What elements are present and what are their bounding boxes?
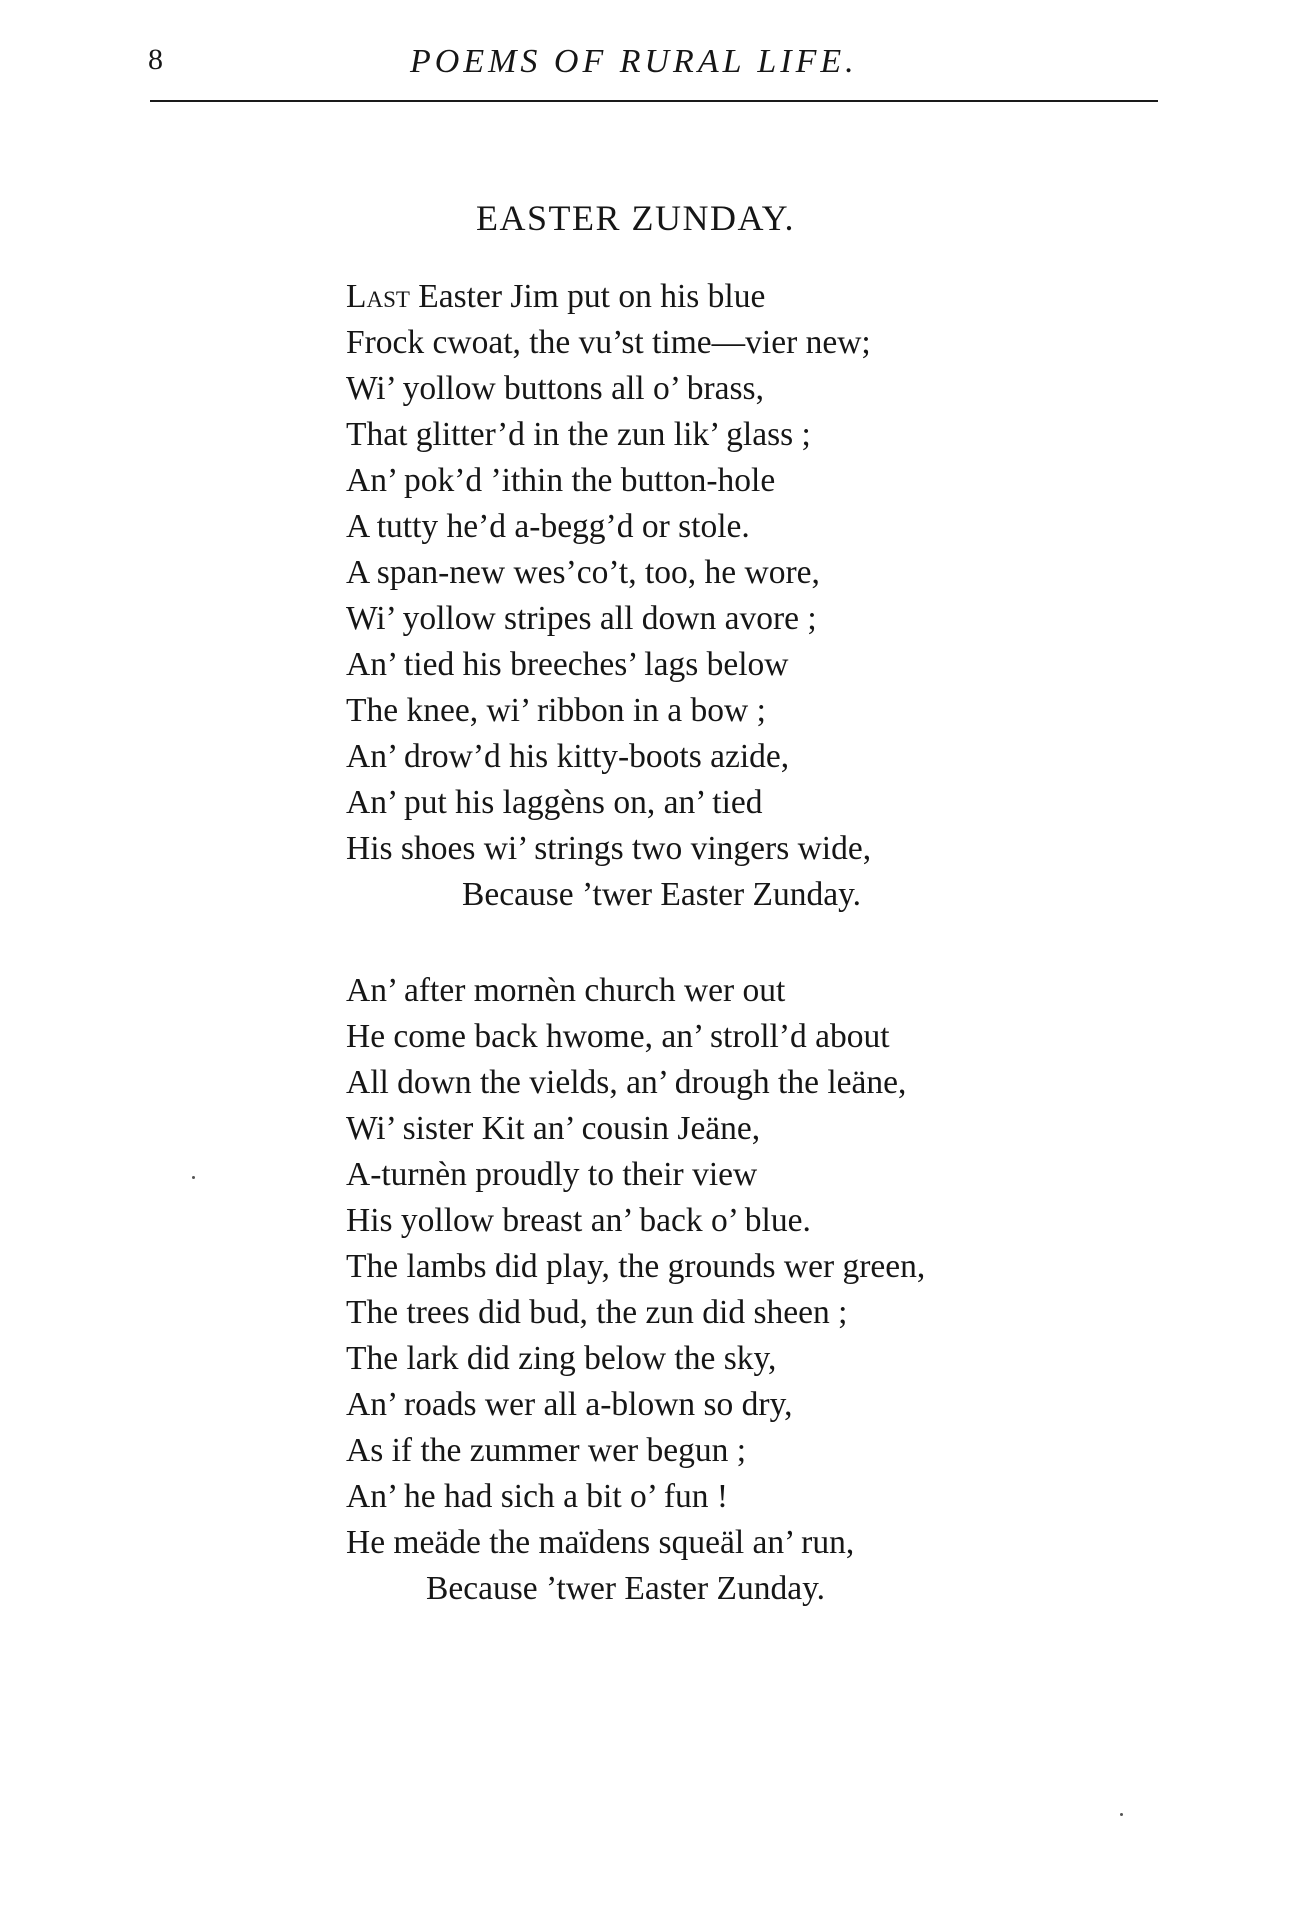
poem-line: An’ roads wer all a-blown so dry, <box>346 1386 793 1423</box>
poem-line: His yollow breast an’ back o’ blue. <box>346 1202 811 1239</box>
stanza-1 <box>346 274 871 918</box>
poem-line: Wi’ yollow stripes all down avore ; <box>346 600 817 637</box>
poem-line: The trees did bud, the zun did sheen ; <box>346 1294 848 1331</box>
opening-word: Last <box>346 278 410 315</box>
poem-line: An’ drow’d his kitty-boots azide, <box>346 738 790 775</box>
poem-line: His shoes wi’ strings two vingers wide, <box>346 830 872 867</box>
first-line-rest: Easter Jim put on his blue <box>409 278 766 315</box>
page-number: 8 <box>148 43 163 76</box>
poem-line: Frock cwoat, the vu’st time—vier new; <box>346 324 871 361</box>
poem-line: The lark did zing below the sky, <box>346 1340 777 1377</box>
poem-line <box>346 274 871 320</box>
print-speck <box>1120 1813 1123 1816</box>
poem-line: The knee, wi’ ribbon in a bow ; <box>346 692 766 729</box>
poem-line: A tutty he’d a-begg’d or stole. <box>346 508 750 545</box>
running-title: POEMS OF RURAL LIFE. <box>410 43 858 80</box>
poem-line: An’ put his laggèns on, an’ tied <box>346 784 763 821</box>
stanza-2 <box>346 968 925 1612</box>
poem-line: That glitter’d in the zun lik’ glass ; <box>346 416 811 453</box>
print-speck <box>192 1176 195 1179</box>
poem-line: An’ pok’d ’ithin the button-hole <box>346 462 776 499</box>
poem-line: As if the zummer wer begun ; <box>346 1432 747 1469</box>
poem-line: An’ tied his breeches’ lags below <box>346 646 789 683</box>
poem-line: A span-new wes’co’t, too, he wore, <box>346 554 820 591</box>
poem-line: An’ he had sich a bit o’ fun ! <box>346 1478 729 1515</box>
poem-title: EASTER ZUNDAY. <box>476 198 796 238</box>
poem-line: A-turnèn proudly to their view <box>346 1156 758 1193</box>
poem-line: Wi’ yollow buttons all o’ brass, <box>346 370 764 407</box>
refrain-line: Because ’twer Easter Zunday. <box>462 876 862 913</box>
refrain-line: Because ’twer Easter Zunday. <box>426 1570 826 1607</box>
header-rule <box>150 100 1158 102</box>
poem-line: He meäde the maïdens squeäl an’ run, <box>346 1524 855 1561</box>
poem-line: The lambs did play, the grounds wer green, <box>346 1248 926 1285</box>
poem-line: An’ after mornèn church wer out <box>346 972 786 1009</box>
poem-line: Wi’ sister Kit an’ cousin Jeäne, <box>346 1110 761 1147</box>
poem-line: All down the vields, an’ drough the leäne, <box>346 1064 907 1101</box>
poem-line: He come back hwome, an’ stroll’d about <box>346 1018 890 1055</box>
